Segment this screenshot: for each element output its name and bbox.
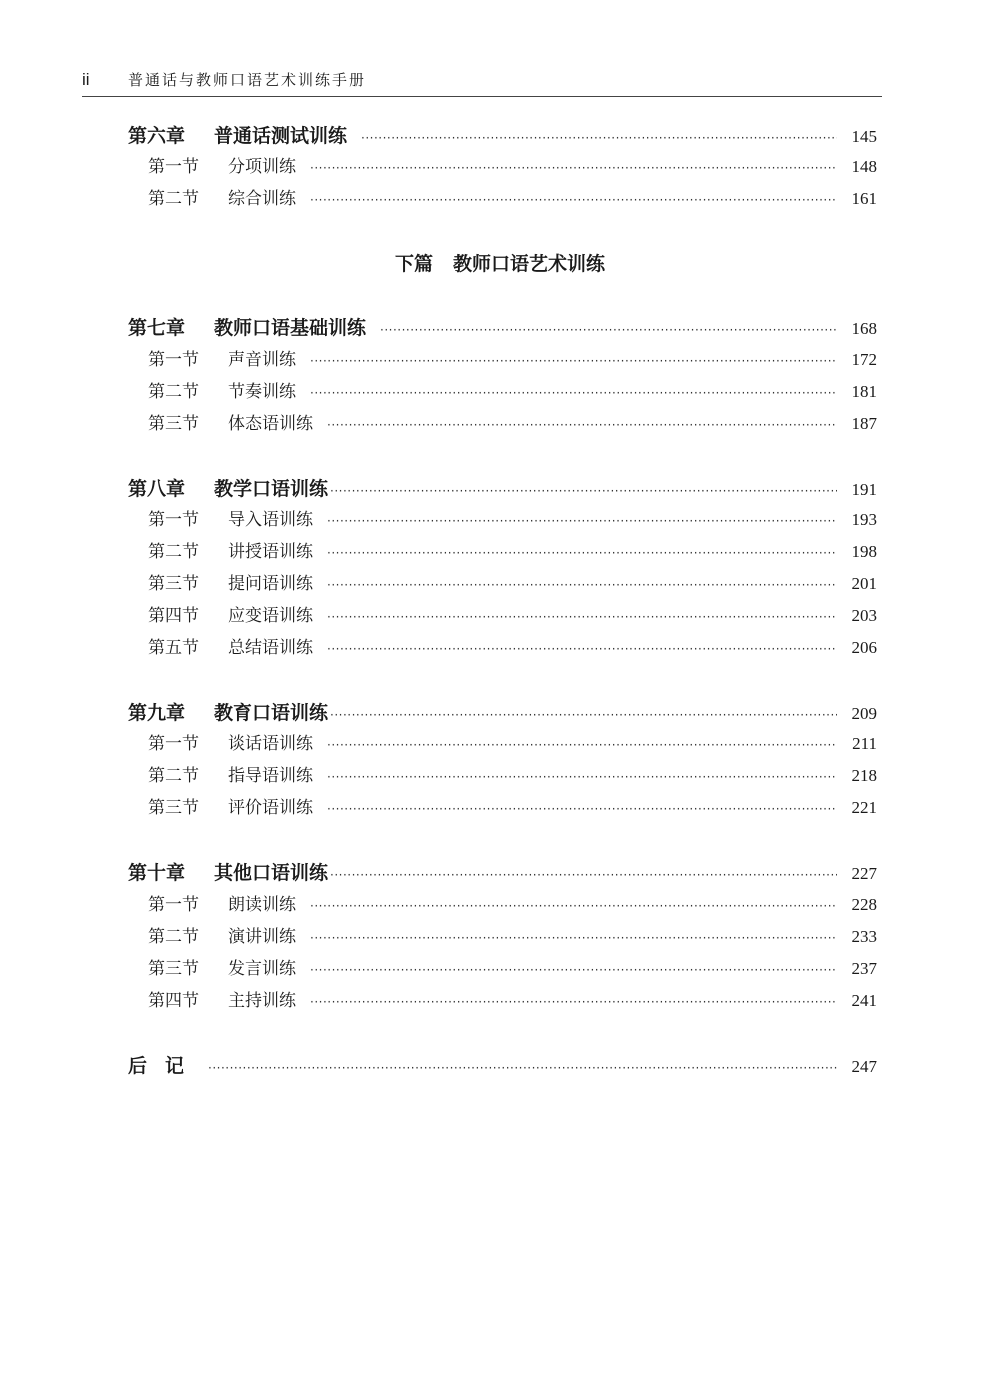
dot-leader [310, 956, 837, 984]
dot-leader [310, 154, 837, 182]
section-title: 声音训练 [228, 350, 296, 370]
toc-section[interactable] [148, 410, 877, 438]
section-label: 第一节 [148, 734, 199, 754]
section-label: 第一节 [148, 157, 199, 177]
dot-leader [330, 477, 837, 505]
section-title: 体态语训练 [228, 414, 313, 434]
page-ref: 161 [851, 189, 877, 208]
toc-chapter-9[interactable] [128, 699, 877, 727]
running-title: 普通话与教师口语艺术训练手册 [128, 71, 367, 89]
page-ref: 233 [851, 927, 877, 946]
chapter-title: 教育口语训练 [214, 702, 329, 724]
dot-leader [310, 988, 837, 1016]
part-heading [0, 250, 1000, 278]
toc-section[interactable] [148, 378, 877, 406]
section-label: 第四节 [148, 606, 199, 626]
page-ref: 187 [851, 414, 877, 433]
dot-leader [361, 124, 837, 152]
page-ref: 227 [851, 864, 877, 883]
toc-section[interactable] [148, 346, 877, 374]
dot-leader [330, 861, 837, 889]
section-title: 朗读训练 [228, 895, 296, 915]
toc-section[interactable] [148, 506, 877, 534]
toc-chapter-7[interactable] [128, 314, 877, 342]
toc-section[interactable] [148, 185, 877, 213]
section-title: 应变语训练 [228, 606, 313, 626]
chapter-label: 第十章 [128, 862, 186, 884]
toc-chapter-8[interactable] [128, 475, 877, 503]
section-label: 第三节 [148, 798, 199, 818]
page-ref: 211 [852, 734, 877, 753]
dot-leader [208, 1054, 837, 1082]
page-ref: 148 [851, 157, 877, 176]
toc-section[interactable] [148, 987, 877, 1015]
toc-section[interactable] [148, 891, 877, 919]
dot-leader [327, 411, 837, 439]
toc-section[interactable] [148, 153, 877, 181]
section-label: 第二节 [148, 927, 199, 947]
section-label: 第二节 [148, 382, 199, 402]
page-ref: 237 [851, 959, 877, 978]
page-ref: 145 [851, 127, 877, 146]
section-title: 谈话语训练 [228, 734, 313, 754]
chapter-label: 第八章 [128, 478, 186, 500]
section-title: 节奏训练 [228, 382, 296, 402]
section-label: 第二节 [148, 542, 199, 562]
section-title: 综合训练 [228, 189, 296, 209]
section-title: 总结语训练 [228, 638, 313, 658]
toc-section[interactable] [148, 955, 877, 983]
page-ref: 181 [851, 382, 877, 401]
section-label: 第一节 [148, 895, 199, 915]
chapter-title: 教学口语训练 [214, 478, 329, 500]
toc-section[interactable] [148, 762, 877, 790]
section-title: 发言训练 [228, 959, 296, 979]
part-title: 教师口语艺术训练 [453, 253, 606, 275]
section-title: 演讲训练 [228, 927, 296, 947]
running-header [82, 68, 882, 97]
page-ref: 241 [851, 991, 877, 1010]
dot-leader [327, 795, 837, 823]
dot-leader [310, 186, 837, 214]
dot-leader [327, 603, 837, 631]
page-ref: 193 [851, 510, 877, 529]
dot-leader [327, 763, 837, 791]
chapter-title: 教师口语基础训练 [214, 317, 367, 339]
page-ref: 201 [851, 574, 877, 593]
toc-section[interactable] [148, 570, 877, 598]
section-label: 第一节 [148, 350, 199, 370]
page-ref: 218 [851, 766, 877, 785]
dot-leader [310, 347, 837, 375]
dot-leader [327, 507, 837, 535]
chapter-label: 第六章 [128, 125, 186, 147]
section-label: 第三节 [148, 574, 199, 594]
section-label: 第三节 [148, 414, 199, 434]
section-label: 第二节 [148, 766, 199, 786]
dot-leader [310, 924, 837, 952]
section-label: 第四节 [148, 991, 199, 1011]
chapter-title: 普通话测试训练 [214, 125, 348, 147]
chapter-title: 其他口语训练 [214, 862, 329, 884]
section-label: 第一节 [148, 510, 199, 530]
dot-leader [380, 316, 837, 344]
page-number: ii [82, 70, 90, 89]
page-ref: 203 [851, 606, 877, 625]
dot-leader [330, 701, 837, 729]
section-label: 第二节 [148, 189, 199, 209]
toc-section[interactable] [148, 602, 877, 630]
toc-section[interactable] [148, 634, 877, 662]
dot-leader [327, 571, 837, 599]
section-title: 主持训练 [228, 991, 296, 1011]
page-ref: 221 [851, 798, 877, 817]
toc-section[interactable] [148, 730, 877, 758]
toc-chapter-10[interactable] [128, 859, 877, 887]
toc-chapter-6[interactable] [128, 122, 877, 150]
section-title: 分项训练 [228, 157, 296, 177]
page-ref: 168 [851, 319, 877, 338]
chapter-label: 第七章 [128, 317, 186, 339]
section-title: 指导语训练 [228, 766, 313, 786]
dot-leader [310, 892, 837, 920]
section-title: 评价语训练 [228, 798, 313, 818]
section-title: 提问语训练 [228, 574, 313, 594]
page-ref: 247 [851, 1057, 877, 1076]
section-label: 第三节 [148, 959, 199, 979]
part-label: 下篇 [394, 253, 433, 275]
toc-section[interactable] [148, 538, 877, 566]
page-ref: 191 [851, 480, 877, 499]
section-title: 导入语训练 [228, 510, 313, 530]
section-title: 讲授语训练 [228, 542, 313, 562]
toc-section[interactable] [148, 794, 877, 822]
page-ref: 172 [851, 350, 877, 369]
dot-leader [327, 731, 837, 759]
dot-leader [327, 539, 837, 567]
page-ref: 198 [851, 542, 877, 561]
dot-leader [310, 379, 837, 407]
page-ref: 209 [851, 704, 877, 723]
toc-postscript[interactable] [128, 1052, 877, 1080]
dot-leader [327, 635, 837, 663]
toc-section[interactable] [148, 923, 877, 951]
section-label: 第五节 [148, 638, 199, 658]
page-ref: 206 [851, 638, 877, 657]
postscript-title: 后记 [128, 1055, 203, 1077]
page-ref: 228 [851, 895, 877, 914]
chapter-label: 第九章 [128, 702, 186, 724]
